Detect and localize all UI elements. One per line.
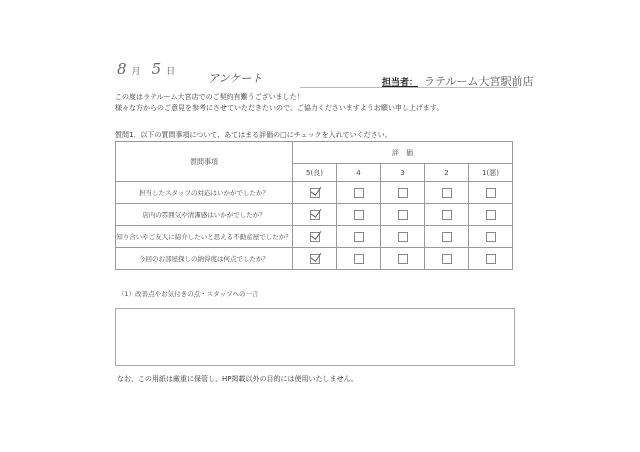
checkbox-4[interactable]	[354, 188, 364, 198]
privacy-note: なお、この用紙は厳重に保管し、HP掲載以外の目的には使用いたしません。	[117, 375, 358, 383]
comments-label: （1）改善点やお気付きの点・スタッフへの一言	[118, 290, 259, 298]
checkbox-4[interactable]	[354, 210, 364, 220]
rating-col-5: 5(良)	[293, 164, 337, 182]
date-field	[117, 60, 186, 78]
intro-line-2: 様々な方からのご意見を参考にさせていただきたいので、ご協力くださいますようお願い申し上げます。	[115, 104, 444, 112]
intro-line-1: この度はラテルーム大宮店でのご契約有難うございました！	[115, 93, 304, 101]
checkbox-4[interactable]	[354, 232, 364, 242]
rating-col-2: 2	[425, 164, 469, 182]
comments-textarea[interactable]	[115, 308, 515, 366]
checkbox-2[interactable]	[442, 254, 452, 264]
store-underline	[300, 87, 518, 88]
rating-col-4: 4	[337, 164, 381, 182]
table-row	[116, 248, 513, 270]
checkbox-5[interactable]	[310, 188, 320, 198]
question-text: 担当したスタッフの対応はいかがでしたか？	[116, 182, 293, 204]
checkbox-1[interactable]	[486, 254, 496, 264]
checkbox-3[interactable]	[398, 254, 408, 264]
checkbox-1[interactable]	[486, 232, 496, 242]
date-day-unit: 日	[166, 67, 177, 77]
checkbox-5[interactable]	[310, 254, 320, 264]
survey-title: アンケート	[208, 72, 263, 85]
checkbox-3[interactable]	[398, 210, 408, 220]
checkbox-2[interactable]	[442, 232, 452, 242]
checkbox-3[interactable]	[398, 232, 408, 242]
date-day-value[interactable]: 5	[151, 60, 163, 78]
date-month-value[interactable]: 8	[117, 60, 128, 78]
question-text: 知り合いやご友人に紹介したいと思える不動産屋でしたか？	[116, 226, 293, 248]
store-name: ラテルーム大宮駅前店	[424, 75, 534, 88]
item-header: 質問事項	[116, 142, 293, 182]
question-text: 店内の雰囲気や清潔感はいかがでしたか？	[116, 204, 293, 226]
checkbox-2[interactable]	[442, 210, 452, 220]
question-text: 今回のお部屋探しの納得度は何点でしたか？	[116, 248, 293, 270]
checkbox-4[interactable]	[354, 254, 364, 264]
checkbox-1[interactable]	[486, 188, 496, 198]
table-row	[116, 226, 513, 248]
date-month-unit: 月	[131, 67, 142, 77]
checkbox-2[interactable]	[442, 188, 452, 198]
checkbox-5[interactable]	[310, 232, 320, 242]
rating-col-3: 3	[381, 164, 425, 182]
question1-instruction: 質問1．以下の質問事項について、あてはまる評価の□にチェックを入れていください。	[115, 131, 392, 139]
checkbox-5[interactable]	[310, 210, 320, 220]
table-row	[116, 204, 513, 226]
store-label: 担当者：	[382, 78, 419, 88]
rating-header: 評 価	[293, 142, 513, 164]
table-row	[116, 182, 513, 204]
rating-table	[115, 141, 513, 270]
checkbox-3[interactable]	[398, 188, 408, 198]
checkbox-1[interactable]	[486, 210, 496, 220]
rating-col-1: 1(悪)	[469, 164, 513, 182]
